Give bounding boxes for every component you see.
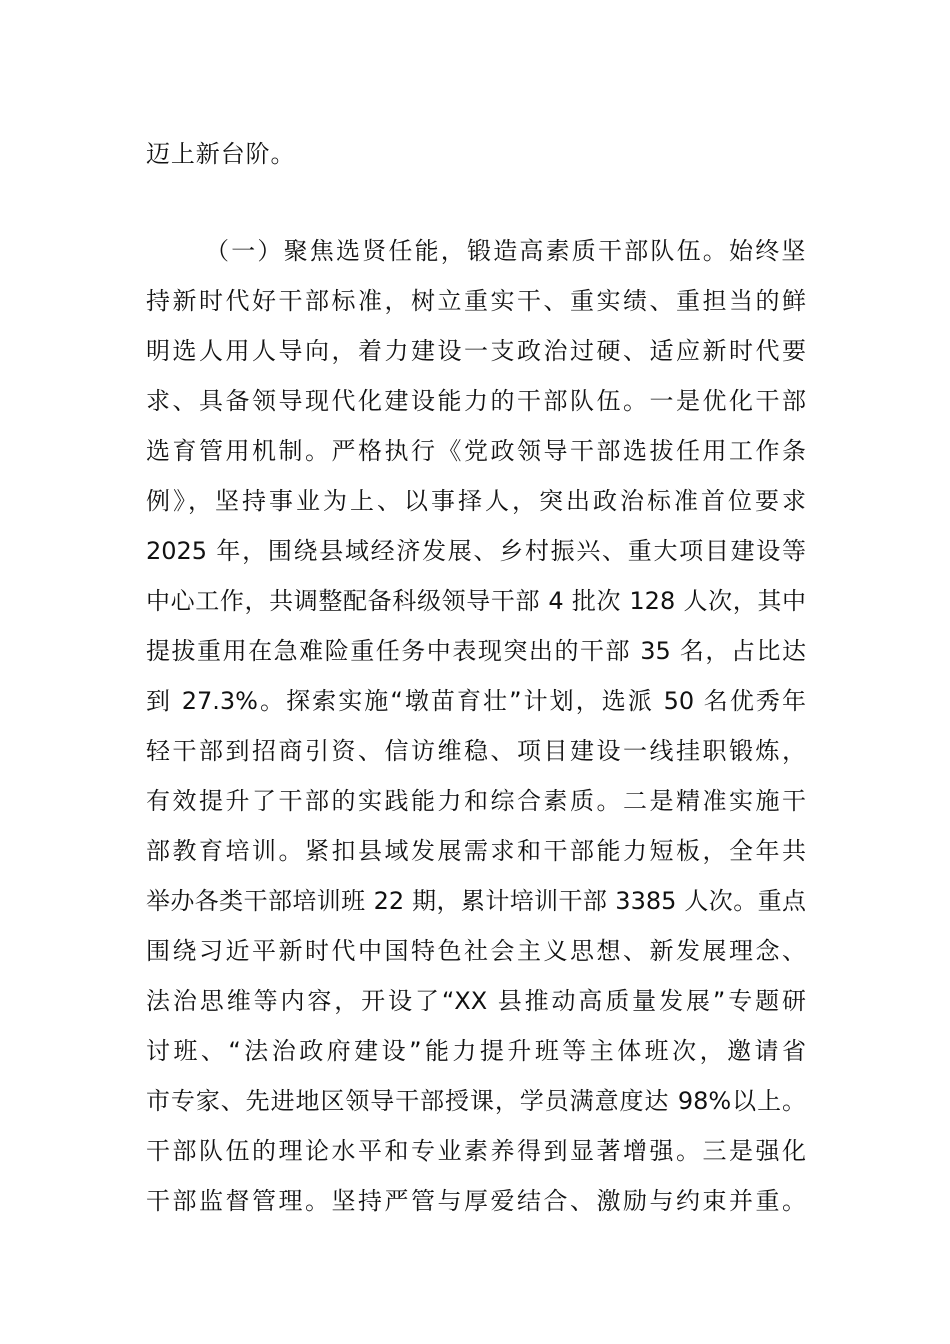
paragraph-line: 有效提升了干部的实践能力和综合素质。二是精准实施干 [146, 787, 806, 815]
paragraph-line: 法治思维等内容，开设了“XX 县推动高质量发展”专题研 [146, 987, 806, 1015]
paragraph-line: 选育管用机制。严格执行《党政领导干部选拔任用工作条 [146, 437, 806, 465]
paragraph-line: 提拔重用在急难险重任务中表现突出的干部 35 名，占比达 [146, 637, 806, 665]
paragraph-line: 干部监督管理。坚持严管与厚爱结合、激励与约束并重。 [146, 1187, 806, 1215]
paragraph-line: 2025 年，围绕县域经济发展、乡村振兴、重大项目建设等 [146, 537, 806, 565]
paragraph-line: 干部队伍的理论水平和专业素养得到显著增强。三是强化 [146, 1137, 806, 1165]
paragraph-line: 明选人用人导向，着力建设一支政治过硬、适应新时代要 [146, 337, 806, 365]
paragraph-line: 中心工作，共调整配备科级领导干部 4 批次 128 人次，其中 [146, 587, 806, 615]
paragraph-line: 部教育培训。紧扣县域发展需求和干部能力短板，全年共 [146, 837, 806, 865]
paragraph-line: 求、具备领导现代化建设能力的干部队伍。一是优化干部 [146, 387, 806, 415]
paragraph-line: 举办各类干部培训班 22 期，累计培训干部 3385 人次。重点 [146, 887, 806, 915]
text-line-1: 迈上新台阶。 [146, 140, 296, 168]
paragraph-line: 围绕习近平新时代中国特色社会主义思想、新发展理念、 [146, 937, 806, 965]
paragraph-line: 例》，坚持事业为上、以事择人，突出政治标准首位要求 [146, 487, 806, 515]
paragraph-line: 到 27.3%。探索实施“墩苗育壮”计划，选派 50 名优秀年 [146, 687, 806, 715]
paragraph-line: 讨班、“法治政府建设”能力提升班等主体班次，邀请省 [146, 1037, 806, 1065]
paragraph-line: 市专家、先进地区领导干部授课，学员满意度达 98%以上。 [146, 1087, 806, 1115]
paragraph-line: 轻干部到招商引资、信访维稳、项目建设一线挂职锻炼， [146, 737, 806, 765]
paragraph-line: 持新时代好干部标准，树立重实干、重实绩、重担当的鲜 [146, 287, 806, 315]
section-heading-line: （一）聚焦选贤任能，锻造高素质干部队伍。始终坚 [205, 237, 808, 265]
